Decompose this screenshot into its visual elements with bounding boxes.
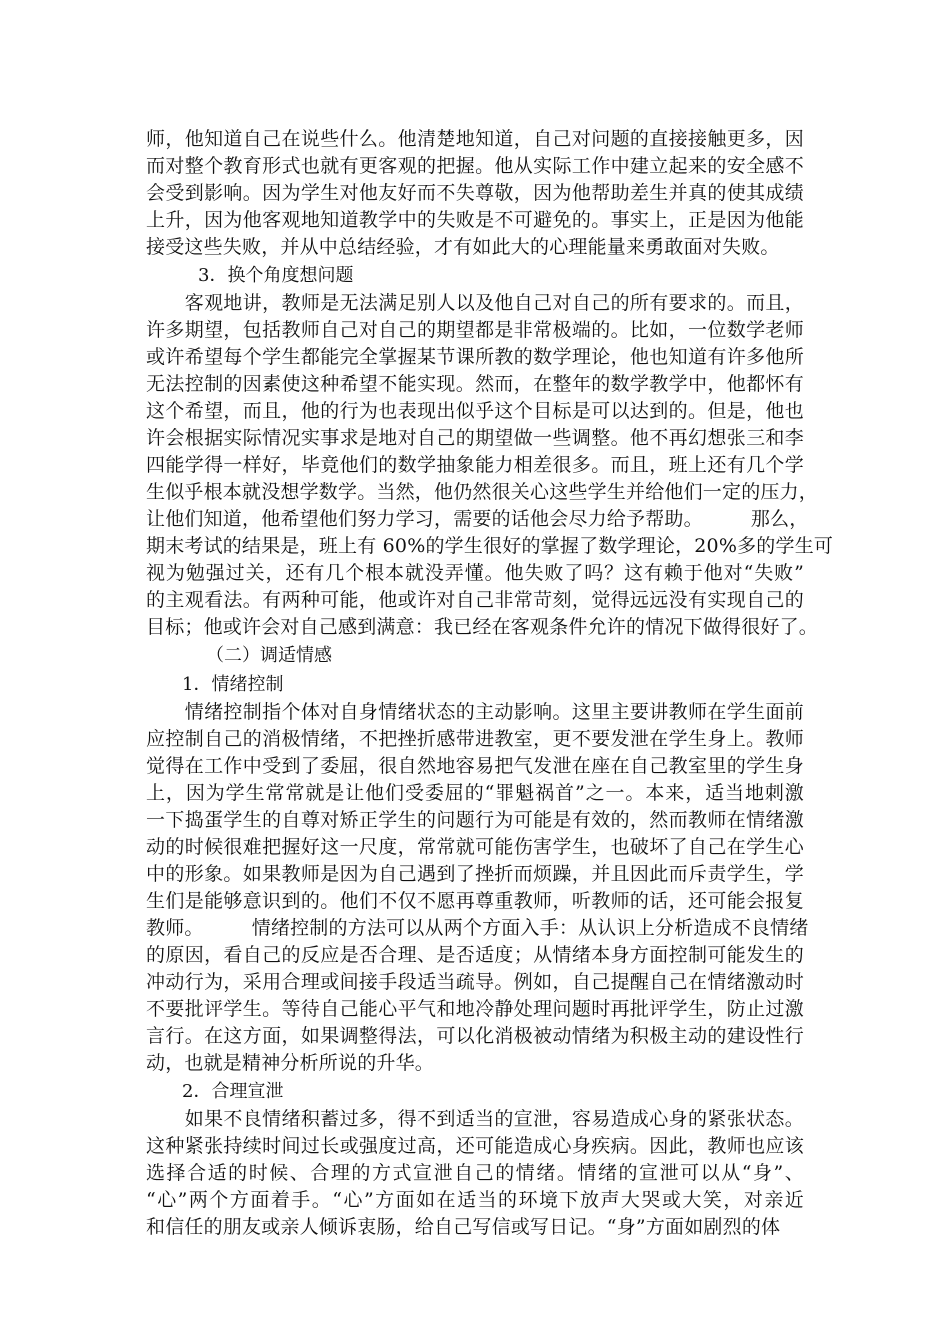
text-line: 师，他知道自己在说些什么。他清楚地知道，自己对问题的直接接触更多，因 — [146, 128, 804, 150]
paragraph — [146, 126, 804, 261]
text-line: 让他们知道，他希望他们努力学习，需要的话他会尽力给予帮助。 那么， — [146, 508, 809, 530]
text-line: 无法控制的因素使这种希望不能实现。然而，在整年的数学教学中，他都怀有 — [146, 373, 804, 395]
text-line: 一下捣蛋学生的自尊对矫正学生的问题行为可能是有效的，然而教师在情绪激 — [146, 809, 804, 831]
section-heading: 3．换个角度想问题 — [198, 265, 354, 286]
text-line: 的主观看法。有两种可能，他或许对自己非常苛刻，觉得远远没有实现自己的 — [146, 589, 804, 611]
text-line: 觉得在工作中受到了委屈，很自然地容易把气发泄在座在自己教室里的学生身 — [146, 755, 804, 777]
text-line: 教师。 情绪控制的方法可以从两个方面入手：从认识上分析造成不良情绪 — [146, 917, 809, 939]
text-line: 这种紧张持续时间过长或强度过高，还可能造成心身疾病。因此，教师也应该 — [146, 1135, 804, 1157]
section-heading: 2．合理宣泄 — [182, 1081, 284, 1102]
text-line: 这个希望，而且，他的行为也表现出似乎这个目标是可以达到的。但是，他也 — [146, 400, 804, 422]
text-line: 动，也就是精神分析所说的升华。 — [146, 1052, 435, 1074]
text-line: 期末考试的结果是，班上有 60%的学生很好的掌握了数学理论，20%多的学生可 — [146, 535, 834, 557]
text-line: 选择合适的时候、合理的方式宣泄自己的情绪。情绪的宣泄可以从“身”、 — [146, 1162, 804, 1184]
text-line: 上，因为学生常常就是让他们受委屈的“罪魁祸首”之一。本来，适当地刺激 — [146, 782, 804, 804]
text-line: 生们是能够意识到的。他们不仅不愿再尊重教师，听教师的话，还可能会报复 — [146, 890, 804, 912]
text-line: 会受到影响。因为学生对他友好而不失尊敬，因为他帮助差生并真的使其成绩 — [146, 182, 804, 204]
paragraph — [146, 699, 809, 1077]
text-line: 冲动行为，采用合理或间接手段适当疏导。例如，自己提醒自己在情绪激动时 — [146, 971, 804, 993]
section-heading: （二）调适情感 — [206, 645, 332, 666]
text-line: 如果不良情绪积蓄过多，得不到适当的宣泄，容易造成心身的紧张状态。 — [146, 1108, 804, 1130]
text-line: 应控制自己的消极情绪，不把挫折感带进教室，更不要发泄在学生身上。教师 — [146, 728, 804, 750]
text-line: 目标；他或许会对自己感到满意：我已经在客观条件允许的情况下做得很好了。 — [146, 616, 819, 638]
text-line: 许多期望，包括教师自己对自己的期望都是非常极端的。比如，一位数学老师 — [146, 319, 804, 341]
text-line: 的原因，看自己的反应是否合理、是否适度；从情绪本身方面控制可能发生的 — [146, 944, 804, 966]
text-line: 客观地讲，教师是无法满足别人以及他自己对自己的所有要求的。而且， — [146, 292, 804, 314]
text-line: 动的时候很难把握好这一尺度，常常就可能伤害学生，也破坏了自己在学生心 — [146, 836, 804, 858]
text-line: 不要批评学生。等待自己能心平气和地冷静处理问题时再批评学生，防止过激 — [146, 998, 804, 1020]
paragraph — [146, 290, 834, 641]
text-line: 接受这些失败，并从中总结经验，才有如此大的心理能量来勇敢面对失败。 — [146, 236, 780, 258]
text-line: “心”两个方面着手。“心”方面如在适当的环境下放声大哭或大笑，对亲近 — [146, 1189, 804, 1211]
text-line: 视为勉强过关，还有几个根本就没弄懂。他失败了吗？这有赖于他对“失败” — [146, 562, 804, 584]
text-line: 或许希望每个学生都能完全掌握某节课所教的数学理论，他也知道有许多他所 — [146, 346, 804, 368]
section-heading: 1．情绪控制 — [182, 674, 284, 695]
paragraph — [146, 1106, 804, 1241]
text-line: 而对整个教育形式也就有更客观的把握。他从实际工作中建立起来的安全感不 — [146, 155, 804, 177]
text-line: 许会根据实际情况实事求是地对自己的期望做一些调整。他不再幻想张三和李 — [146, 427, 804, 449]
text-line: 上升，因为他客观地知道教学中的失败是不可避免的。事实上，正是因为他能 — [146, 209, 804, 231]
text-line: 情绪控制指个体对自身情绪状态的主动影响。这里主要讲教师在学生面前 — [146, 701, 804, 723]
text-line: 和信任的朋友或亲人倾诉衷肠，给自己写信或写日记。“身”方面如剧烈的体 — [146, 1216, 781, 1238]
text-line: 生似乎根本就没想学数学。当然，他仍然很关心这些学生并给他们一定的压力， — [146, 481, 819, 503]
text-line: 言行。在这方面，如果调整得法，可以化消极被动情绪为积极主动的建设性行 — [146, 1025, 804, 1047]
text-line: 四能学得一样好，毕竟他们的数学抽象能力相差很多。而且，班上还有几个学 — [146, 454, 804, 476]
text-line: 中的形象。如果教师是因为自己遇到了挫折而烦躁，并且因此而斥责学生，学 — [146, 863, 804, 885]
document-page — [146, 126, 834, 1241]
